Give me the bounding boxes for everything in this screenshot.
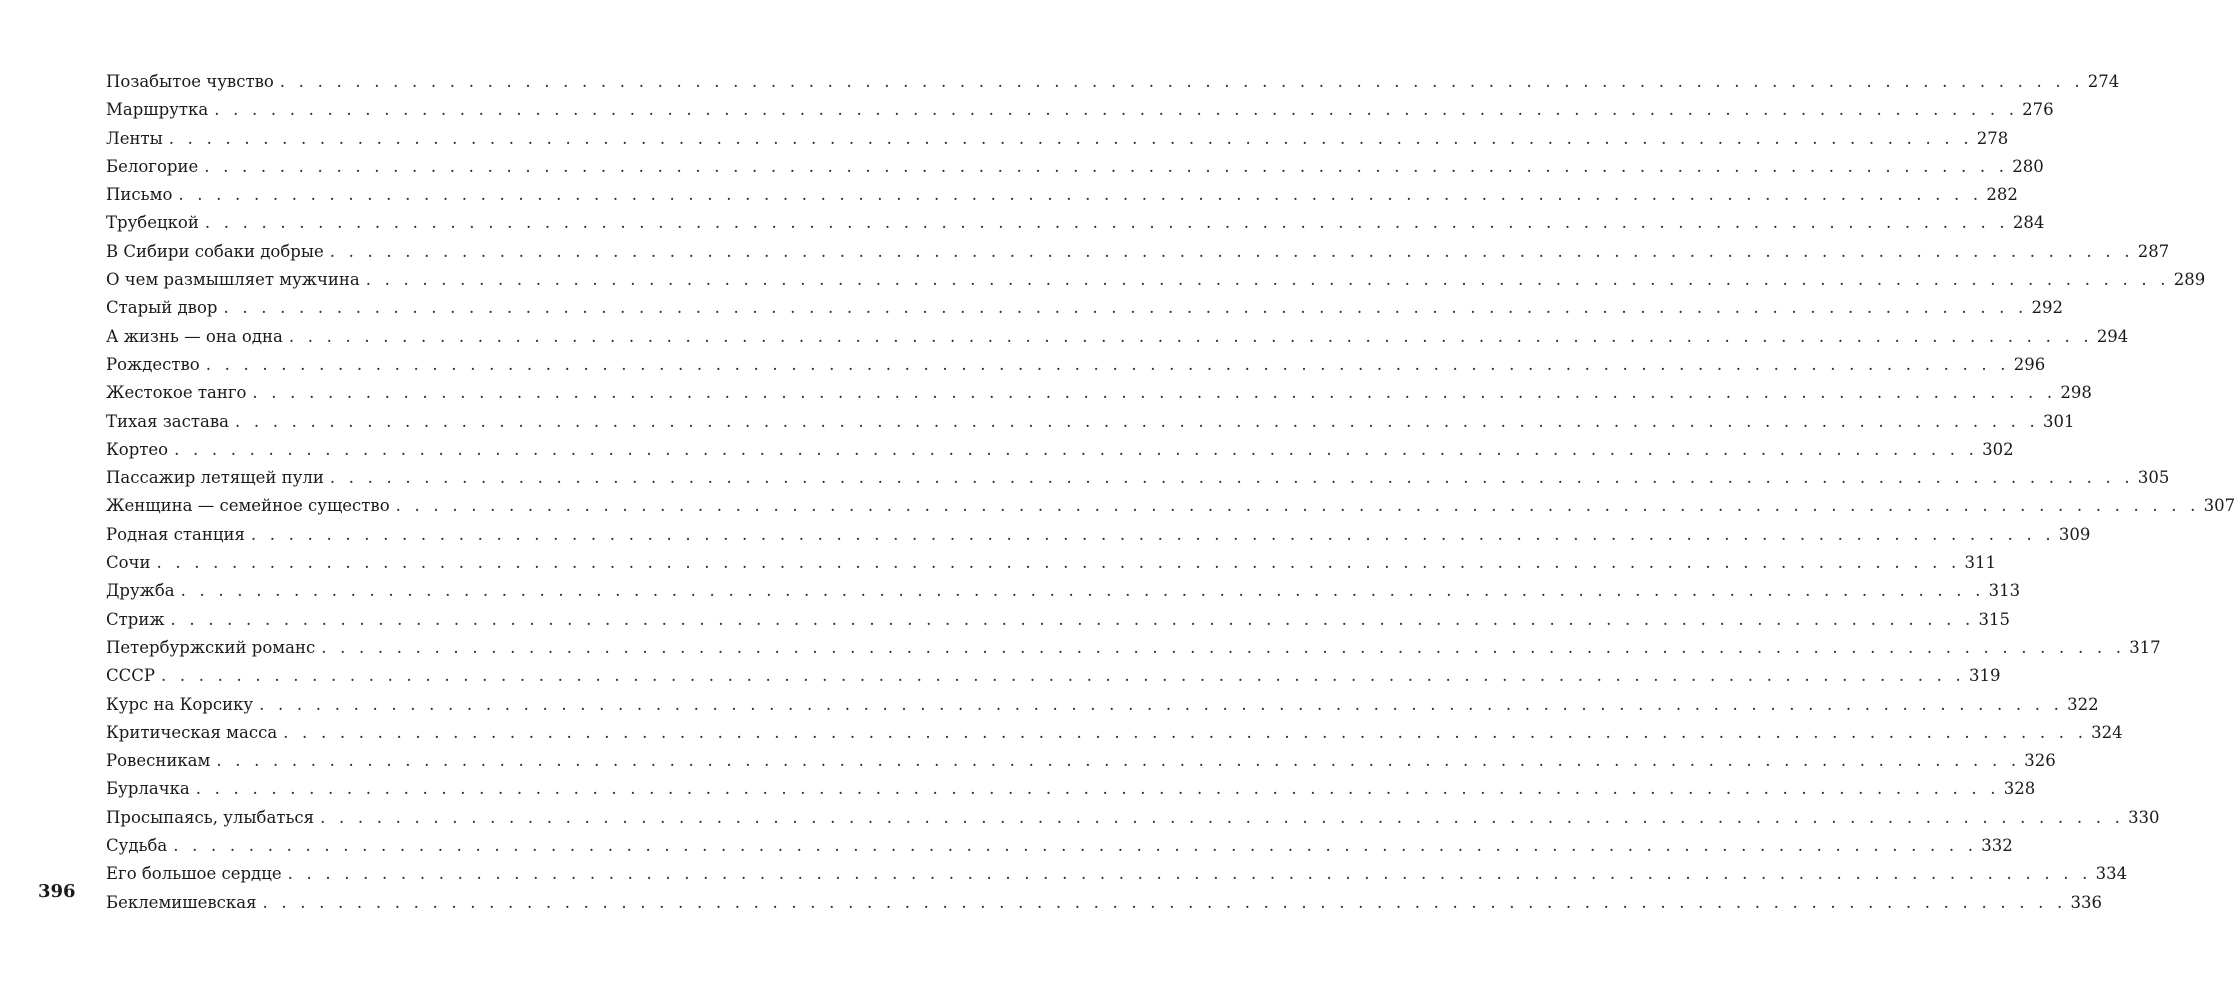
entry-page-number: 276 (2022, 100, 2054, 120)
toc-entry (106, 464, 2170, 492)
dot-leader: . . . . . . . . . . . . . . . . . . . . . . . . . . . . . . . . . . . . . . . . . . . . . . . . . . . . . . . . . . . . . . . . . . . . . . . . . . . . . . . . . . . . . . . . . . . . . . . . (321, 637, 2126, 657)
dot-leader: . . . . . . . . . . . . . . . . . . . . . . . . . . . . . . . . . . . . . . . . . . . . . . . . . . . . . . . . . . . . . . . . . . . . . . . . . . . . . . . . . . . . . . . . . . . . . . . . (223, 298, 2028, 318)
entry-title: Критическая масса (106, 722, 278, 742)
entry-title: Дружба (106, 581, 175, 601)
entry-page-number: 309 (2058, 524, 2091, 544)
entry-page-number: 313 (1988, 581, 2021, 601)
dot-leader: . . . . . . . . . . . . . . . . . . . . . . . . . . . . . . . . . . . . . . . . . . . . . . . . . . . . . . . . . . . . . . . . . . . . . . . . . . . . . . . . . . . . . . . . . . . . . . . . (252, 383, 2057, 403)
entry-page-number: 284 (2012, 213, 2045, 233)
entry-title: А жизнь — она одна (106, 326, 283, 346)
entry-page-number: 307 (2203, 496, 2235, 516)
toc-entry (106, 125, 2009, 153)
entry-page-number: 326 (2024, 751, 2056, 771)
dot-leader: . . . . . . . . . . . . . . . . . . . . . . . . . . . . . . . . . . . . . . . . . . . . . . . . . . . . . . . . . . . . . . . . . . . . . . . . . . . . . . . . . . . . . . . . . . . . . . . . (204, 213, 2009, 233)
dot-leader: . . . . . . . . . . . . . . . . . . . . . . . . . . . . . . . . . . . . . . . . . . . . . . . . . . . . . . . . . . . . . . . . . . . . . . . . . . . . . . . . . . . . . . . . . . . . . . . . (365, 270, 2170, 290)
toc-entry (106, 379, 2092, 407)
dot-leader: . . . . . . . . . . . . . . . . . . . . . . . . . . . . . . . . . . . . . . . . . . . . . . . . . . . . . . . . . . . . . . . . . . . . . . . . . . . . . . . . . . . . . . . . . . . . . . . . (395, 496, 2200, 516)
dot-leader: . . . . . . . . . . . . . . . . . . . . . . . . . . . . . . . . . . . . . . . . . . . . . . . . . . . . . . . . . . . . . . . . . . . . . . . . . . . . . . . . . . . . . . . . . . . . . . . . (195, 779, 2000, 799)
entry-page-number: 282 (1986, 185, 2018, 205)
toc-entry (106, 775, 2036, 803)
dot-leader: . . . . . . . . . . . . . . . . . . . . . . . . . . . . . . . . . . . . . . . . . . . . . . . . . . . . . . . . . . . . . . . . . . . . . . . . . . . . . . . . . . . . . . . . . . . . . . . . (329, 468, 2134, 488)
entry-page-number: 317 (2129, 637, 2161, 657)
toc-entry (106, 294, 2063, 322)
toc-entry (106, 153, 2044, 181)
entry-title: Рождество (106, 354, 200, 374)
entry-page-number: 315 (1978, 609, 2010, 629)
entry-title: Ровесникам (106, 751, 211, 771)
toc-entry (106, 238, 2170, 266)
entry-title: Тихая застава (106, 411, 229, 431)
toc-entry (106, 634, 2161, 662)
toc-entry (106, 492, 2235, 520)
entry-page-number: 294 (2096, 326, 2129, 346)
dot-leader: . . . . . . . . . . . . . . . . . . . . . . . . . . . . . . . . . . . . . . . . . . . . . . . . . . . . . . . . . . . . . . . . . . . . . . . . . . . . . . . . . . . . . . . . . . . . . . . . (287, 864, 2092, 884)
entry-page-number: 289 (2173, 270, 2206, 290)
entry-title: Ленты (106, 128, 163, 148)
dot-leader: . . . . . . . . . . . . . . . . . . . . . . . . . . . . . . . . . . . . . . . . . . . . . . . . . . . . . . . . . . . . . . . . . . . . . . . . . . . . . . . . . . . . . . . . . . . . . . . . (180, 581, 1985, 601)
entry-page-number: 311 (1964, 553, 1996, 573)
entry-title: Маршрутка (106, 100, 209, 120)
page-number: 396 (38, 881, 76, 902)
entry-title: Жестокое танго (106, 383, 247, 403)
entry-page-number: 296 (2013, 354, 2046, 374)
toc-entry (106, 408, 2075, 436)
entry-page-number: 298 (2060, 383, 2092, 403)
dot-leader: . . . . . . . . . . . . . . . . . . . . . . . . . . . . . . . . . . . . . . . . . . . . . . . . . . . . . . . . . . . . . . . . . . . . . . . . . . . . . . . . . . . . . . . . . . . . . . . . (320, 807, 2125, 827)
toc-entry (106, 436, 2014, 464)
toc-entry (106, 889, 2102, 917)
toc-entry (106, 832, 2013, 860)
entry-title: Беклемишевская (106, 892, 257, 912)
entry-title: Родная станция (106, 524, 245, 544)
entry-title: Трубецкой (106, 213, 199, 233)
entry-title: Его большое сердце (106, 864, 282, 884)
entry-page-number: 322 (2067, 694, 2099, 714)
entry-page-number: 302 (1982, 439, 2014, 459)
dot-leader: . . . . . . . . . . . . . . . . . . . . . . . . . . . . . . . . . . . . . . . . . . . . . . . . . . . . . . . . . . . . . . . . . . . . . . . . . . . . . . . . . . . . . . . . . . . . . . . . (329, 241, 2134, 261)
entry-page-number: 330 (2128, 807, 2160, 827)
dot-leader: . . . . . . . . . . . . . . . . . . . . . . . . . . . . . . . . . . . . . . . . . . . . . . . . . . . . . . . . . . . . . . . . . . . . . . . . . . . . . . . . . . . . . . . . . . . . . . . . (259, 694, 2064, 714)
toc-entry (106, 521, 2091, 549)
entry-title: Стриж (106, 609, 165, 629)
toc-entry (106, 804, 2160, 832)
entry-title: Женщина — семейное существо (106, 496, 390, 516)
entry-page-number: 319 (1968, 666, 2001, 686)
dot-leader: . . . . . . . . . . . . . . . . . . . . . . . . . . . . . . . . . . . . . . . . . . . . . . . . . . . . . . . . . . . . . . . . . . . . . . . . . . . . . . . . . . . . . . . . . . . . . . . . (178, 185, 1983, 205)
entry-page-number: 332 (1981, 836, 2013, 856)
toc-entry (106, 209, 2045, 237)
entry-page-number: 328 (2003, 779, 2036, 799)
entry-page-number: 334 (2095, 864, 2128, 884)
dot-leader: . . . . . . . . . . . . . . . . . . . . . . . . . . . . . . . . . . . . . . . . . . . . . . . . . . . . . . . . . . . . . . . . . . . . . . . . . . . . . . . . . . . . . . . . . . . . . . . . (216, 751, 2021, 771)
entry-title: Судьба (106, 836, 168, 856)
entry-page-number: 280 (2012, 156, 2044, 176)
toc-entry (106, 860, 2128, 888)
toc-entry (106, 323, 2129, 351)
entry-page-number: 278 (1976, 128, 2009, 148)
dot-leader: . . . . . . . . . . . . . . . . . . . . . . . . . . . . . . . . . . . . . . . . . . . . . . . . . . . . . . . . . . . . . . . . . . . . . . . . . . . . . . . . . . . . . . . . . . . . . . . . (288, 326, 2093, 346)
toc-entry (106, 549, 1996, 577)
dot-leader: . . . . . . . . . . . . . . . . . . . . . . . . . . . . . . . . . . . . . . . . . . . . . . . . . . . . . . . . . . . . . . . . . . . . . . . . . . . . . . . . . . . . . . . . . . . . . . . . (174, 439, 1979, 459)
toc-entry (106, 662, 2001, 690)
entry-page-number: 274 (2087, 72, 2120, 91)
dot-leader: . . . . . . . . . . . . . . . . . . . . . . . . . . . . . . . . . . . . . . . . . . . . . . . . . . . . . . . . . . . . . . . . . . . . . . . . . . . . . . . . . . . . . . . . . . . . . . . . (283, 722, 2088, 742)
entry-title: СССР (106, 666, 155, 686)
toc-entry (106, 266, 2206, 294)
entry-title: Позабытое чувство (106, 72, 274, 91)
dot-leader: . . . . . . . . . . . . . . . . . . . . . . . . . . . . . . . . . . . . . . . . . . . . . . . . . . . . . . . . . . . . . . . . . . . . . . . . . . . . . . . . . . . . . . . . . . . . . . . . (170, 609, 1975, 629)
dot-leader: . . . . . . . . . . . . . . . . . . . . . . . . . . . . . . . . . . . . . . . . . . . . . . . . . . . . . . . . . . . . . . . . . . . . . . . . . . . . . . . . . . . . . . . . . . . . . . . . (168, 128, 1973, 148)
entry-title: Петербуржский романс (106, 637, 316, 657)
entry-title: Старый двор (106, 298, 218, 318)
entry-page-number: 301 (2042, 411, 2075, 431)
entry-title: Сочи (106, 553, 151, 573)
entry-page-number: 287 (2137, 241, 2170, 261)
entry-title: Письмо (106, 185, 173, 205)
entry-title: Пассажир летящей пули (106, 468, 324, 488)
toc-entry (106, 181, 2018, 209)
entry-title: Кортео (106, 439, 169, 459)
entry-title: О чем размышляет мужчина (106, 270, 360, 290)
dot-leader: . . . . . . . . . . . . . . . . . . . . . . . . . . . . . . . . . . . . . . . . . . . . . . . . . . . . . . . . . . . . . . . . . . . . . . . . . . . . . . . . . . . . . . . . . . . . . . . . (279, 72, 2084, 91)
toc-entry (106, 96, 2054, 124)
entry-page-number: 305 (2137, 468, 2170, 488)
toc-entry (106, 606, 2010, 634)
dot-leader: . . . . . . . . . . . . . . . . . . . . . . . . . . . . . . . . . . . . . . . . . . . . . . . . . . . . . . . . . . . . . . . . . . . . . . . . . . . . . . . . . . . . . . . . . . . . . . . . (173, 836, 1978, 856)
toc-entry (106, 747, 2056, 775)
toc-entry (106, 577, 2021, 605)
dot-leader: . . . . . . . . . . . . . . . . . . . . . . . . . . . . . . . . . . . . . . . . . . . . . . . . . . . . . . . . . . . . . . . . . . . . . . . . . . . . . . . . . . . . . . . . . . . . . . . . (204, 156, 2009, 176)
dot-leader: . . . . . . . . . . . . . . . . . . . . . . . . . . . . . . . . . . . . . . . . . . . . . . . . . . . . . . . . . . . . . . . . . . . . . . . . . . . . . . . . . . . . . . . . . . . . . . . . (160, 666, 1965, 686)
entry-title: В Сибири собаки добрые (106, 241, 324, 261)
dot-leader: . . . . . . . . . . . . . . . . . . . . . . . . . . . . . . . . . . . . . . . . . . . . . . . . . . . . . . . . . . . . . . . . . . . . . . . . . . . . . . . . . . . . . . . . . . . . . . . . (156, 553, 1961, 573)
toc-entry (106, 691, 2099, 719)
dot-leader: . . . . . . . . . . . . . . . . . . . . . . . . . . . . . . . . . . . . . . . . . . . . . . . . . . . . . . . . . . . . . . . . . . . . . . . . . . . . . . . . . . . . . . . . . . . . . . . . (262, 892, 2067, 912)
dot-leader: . . . . . . . . . . . . . . . . . . . . . . . . . . . . . . . . . . . . . . . . . . . . . . . . . . . . . . . . . . . . . . . . . . . . . . . . . . . . . . . . . . . . . . . . . . . . . . . . (205, 354, 2010, 374)
dot-leader: . . . . . . . . . . . . . . . . . . . . . . . . . . . . . . . . . . . . . . . . . . . . . . . . . . . . . . . . . . . . . . . . . . . . . . . . . . . . . . . . . . . . . . . . . . . . . . . . (234, 411, 2039, 431)
dot-leader: . . . . . . . . . . . . . . . . . . . . . . . . . . . . . . . . . . . . . . . . . . . . . . . . . . . . . . . . . . . . . . . . . . . . . . . . . . . . . . . . . . . . . . . . . . . . . . . . (214, 100, 2019, 120)
entry-page-number: 324 (2091, 722, 2123, 742)
dot-leader: . . . . . . . . . . . . . . . . . . . . . . . . . . . . . . . . . . . . . . . . . . . . . . . . . . . . . . . . . . . . . . . . . . . . . . . . . . . . . . . . . . . . . . . . . . . . . . . . (250, 524, 2055, 544)
entry-page-number: 336 (2070, 892, 2102, 912)
toc-entry (106, 68, 2120, 96)
entry-page-number: 292 (2031, 298, 2063, 318)
entry-title: Просыпаясь, улыбаться (106, 807, 315, 827)
toc-entry (106, 719, 2123, 747)
toc-entry (106, 351, 2046, 379)
entry-title: Курс на Корсику (106, 694, 254, 714)
entry-title: Белогорие (106, 156, 199, 176)
entry-title: Бурлачка (106, 779, 190, 799)
table-of-contents (106, 68, 2235, 917)
